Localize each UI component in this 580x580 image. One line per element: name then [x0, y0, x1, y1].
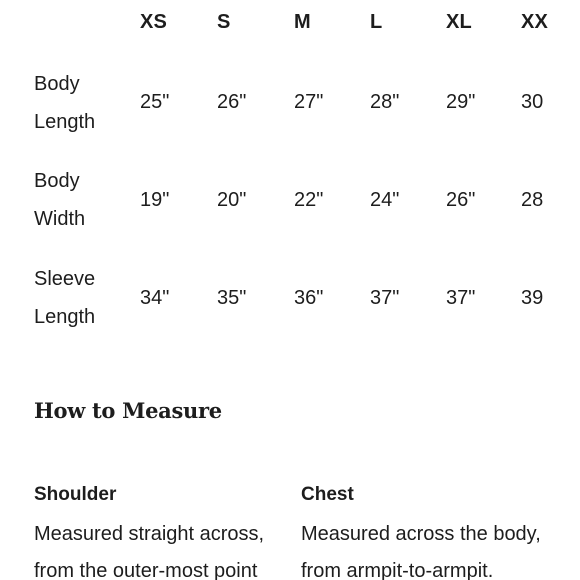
measure-item-text: from armpit-to-armpit.	[301, 560, 494, 580]
size-header-xl: XL	[446, 11, 472, 33]
row-label-body-width	[34, 162, 124, 238]
table-cell: 22"	[294, 189, 324, 211]
table-cell: 26"	[217, 91, 247, 113]
table-cell: 39	[521, 287, 544, 309]
row-label-line: Sleeve	[34, 268, 96, 290]
size-header-s: S	[217, 11, 231, 33]
size-header-xx: XX	[521, 11, 549, 33]
table-cell: 37"	[370, 287, 400, 309]
table-cell: 27"	[294, 91, 324, 113]
row-label-line: Body	[34, 170, 80, 192]
table-cell: 36"	[294, 287, 324, 309]
table-cell: 19"	[140, 189, 170, 211]
table-cell: 29"	[446, 91, 476, 113]
size-header-xs: XS	[140, 11, 168, 33]
row-label-line: Length	[34, 111, 96, 133]
row-label-sleeve-length	[34, 260, 124, 336]
table-cell: 24"	[370, 189, 400, 211]
table-cell: 28	[521, 189, 544, 211]
row-label-body-length	[34, 65, 124, 141]
table-cell: 35"	[217, 287, 247, 309]
how-to-measure-heading: How to Measure	[34, 398, 222, 423]
table-cell: 26"	[446, 189, 476, 211]
table-cell: 28"	[370, 91, 400, 113]
size-header-m: M	[294, 11, 311, 33]
measure-item-shoulder	[34, 482, 296, 580]
row-label-line: Length	[34, 306, 96, 328]
row-label-line: Width	[34, 208, 86, 230]
measure-item-text: Measured straight across,	[34, 523, 265, 545]
measure-item-title: Shoulder	[34, 484, 117, 505]
measure-item-text: Measured across the body,	[301, 523, 541, 545]
measure-item-chest	[301, 482, 563, 580]
table-cell: 25"	[140, 91, 170, 113]
table-cell: 20"	[217, 189, 247, 211]
table-cell: 37"	[446, 287, 476, 309]
table-cell: 34"	[140, 287, 170, 309]
measure-item-text: from the outer-most point	[34, 560, 258, 580]
size-header-l: L	[370, 11, 383, 33]
table-cell: 30	[521, 91, 544, 113]
row-label-line: Body	[34, 73, 80, 95]
measure-item-title: Chest	[301, 484, 354, 505]
